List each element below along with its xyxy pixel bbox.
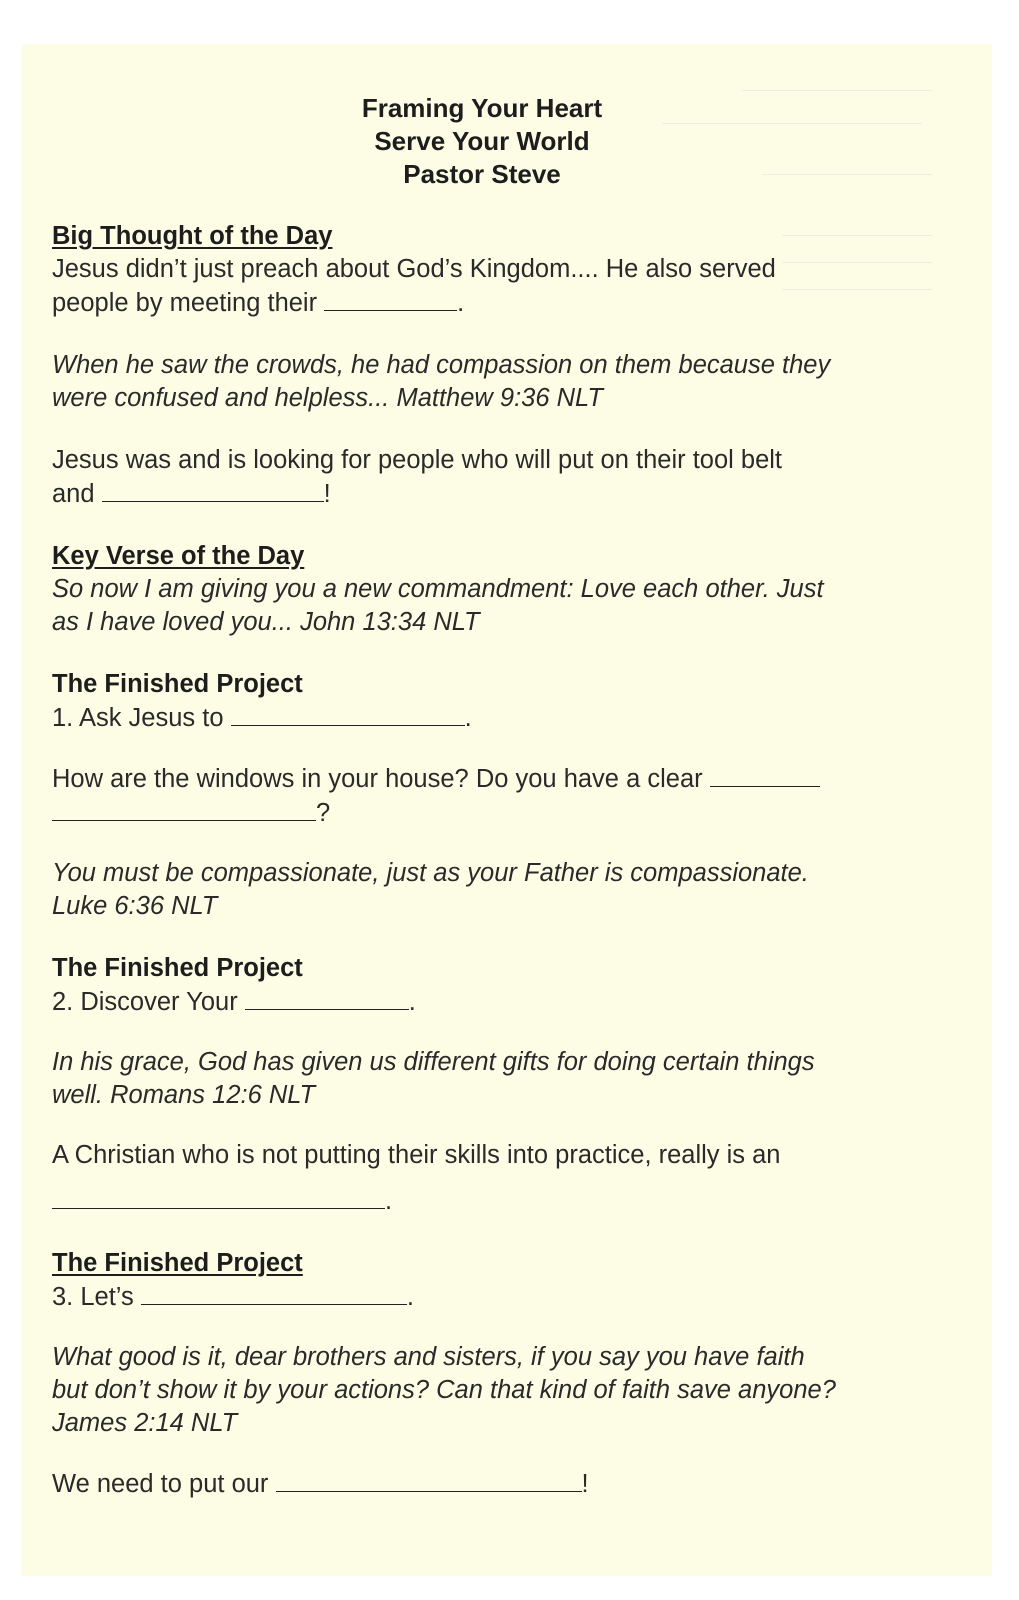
fill-in-blank[interactable] xyxy=(276,1467,582,1492)
handout-page xyxy=(22,44,992,1576)
christian-statement-line: A Christian who is not putting their skills into practice, really is an xyxy=(52,1141,781,1169)
step-suffix: . xyxy=(406,1283,414,1311)
key-verse-heading: Key Verse of the Day xyxy=(52,542,305,570)
step-prefix: 3. Let’s xyxy=(52,1283,141,1311)
key-verse-line: So now I am giving you a new commandment: Love each other. Just xyxy=(52,575,824,603)
tool-belt-fill-line xyxy=(52,477,932,511)
fill-in-blank[interactable] xyxy=(231,701,465,726)
project-3-step xyxy=(52,1280,932,1314)
step-prefix: 2. Discover Your xyxy=(52,988,245,1016)
verse-line: but don’t show it by your actions? Can that kind of faith save anyone? xyxy=(52,1376,836,1404)
windows-question-continuation xyxy=(52,796,932,830)
closing-prefix: We need to put our xyxy=(52,1470,276,1498)
big-thought-suffix: . xyxy=(457,289,465,317)
key-verse-line: as I have loved you... John 13:34 NLT xyxy=(52,608,480,636)
question-text: How are the windows in your house? Do you have a clear xyxy=(52,765,710,793)
windows-question-line xyxy=(52,762,932,796)
fill-in-blank[interactable] xyxy=(52,1184,385,1209)
handout-body xyxy=(52,220,932,1501)
verse-line: When he saw the crowds, he had compassion on them because they xyxy=(52,351,831,379)
closing-suffix: ! xyxy=(581,1470,589,1498)
big-thought-fill-line xyxy=(52,286,932,320)
statement-suffix: . xyxy=(385,1187,393,1215)
verse-line: What good is it, dear brothers and sisters, if you say you have faith xyxy=(52,1343,805,1371)
big-thought-heading: Big Thought of the Day xyxy=(52,222,333,250)
christian-statement-fill xyxy=(52,1184,932,1218)
verse-line: well. Romans 12:6 NLT xyxy=(52,1081,316,1109)
verse-line: You must be compassionate, just as your Father is compassionate. xyxy=(52,859,809,887)
project-1-step xyxy=(52,701,932,735)
tool-belt-line: Jesus was and is looking for people who will put on their tool belt xyxy=(52,446,782,474)
sermon-subtitle: Serve Your World xyxy=(374,126,590,156)
step-prefix: 1. Ask Jesus to xyxy=(52,704,231,732)
verse-line: In his grace, God has given us different gifts for doing certain things xyxy=(52,1048,815,1076)
speaker-name: Pastor Steve xyxy=(403,159,561,189)
step-suffix: . xyxy=(408,988,416,1016)
project-1-heading: The Finished Project xyxy=(52,670,303,698)
project-2-heading: The Finished Project xyxy=(52,954,303,982)
big-thought-line: Jesus didn’t just preach about God’s Kingdom.... He also served xyxy=(52,255,776,283)
fill-in-blank[interactable] xyxy=(141,1280,407,1305)
tool-belt-suffix: ! xyxy=(323,480,331,508)
project-2-step xyxy=(52,985,932,1019)
tool-belt-prefix: and xyxy=(52,480,102,508)
fill-in-blank[interactable] xyxy=(245,985,409,1010)
verse-line: James 2:14 NLT xyxy=(52,1409,238,1437)
project-3-heading: The Finished Project xyxy=(52,1249,303,1277)
handout-header xyxy=(22,92,942,191)
sermon-title: Framing Your Heart xyxy=(361,93,603,123)
verse-line: were confused and helpless... Matthew 9:36 NLT xyxy=(52,384,603,412)
big-thought-prefix: people by meeting their xyxy=(52,289,325,317)
verse-line: Luke 6:36 NLT xyxy=(52,892,218,920)
question-suffix: ? xyxy=(316,799,331,827)
fill-in-blank[interactable] xyxy=(52,796,316,821)
fill-in-blank[interactable] xyxy=(324,286,457,311)
fill-in-blank[interactable] xyxy=(710,762,820,787)
closing-line xyxy=(52,1467,932,1501)
step-suffix: . xyxy=(464,704,472,732)
fill-in-blank[interactable] xyxy=(102,477,324,502)
